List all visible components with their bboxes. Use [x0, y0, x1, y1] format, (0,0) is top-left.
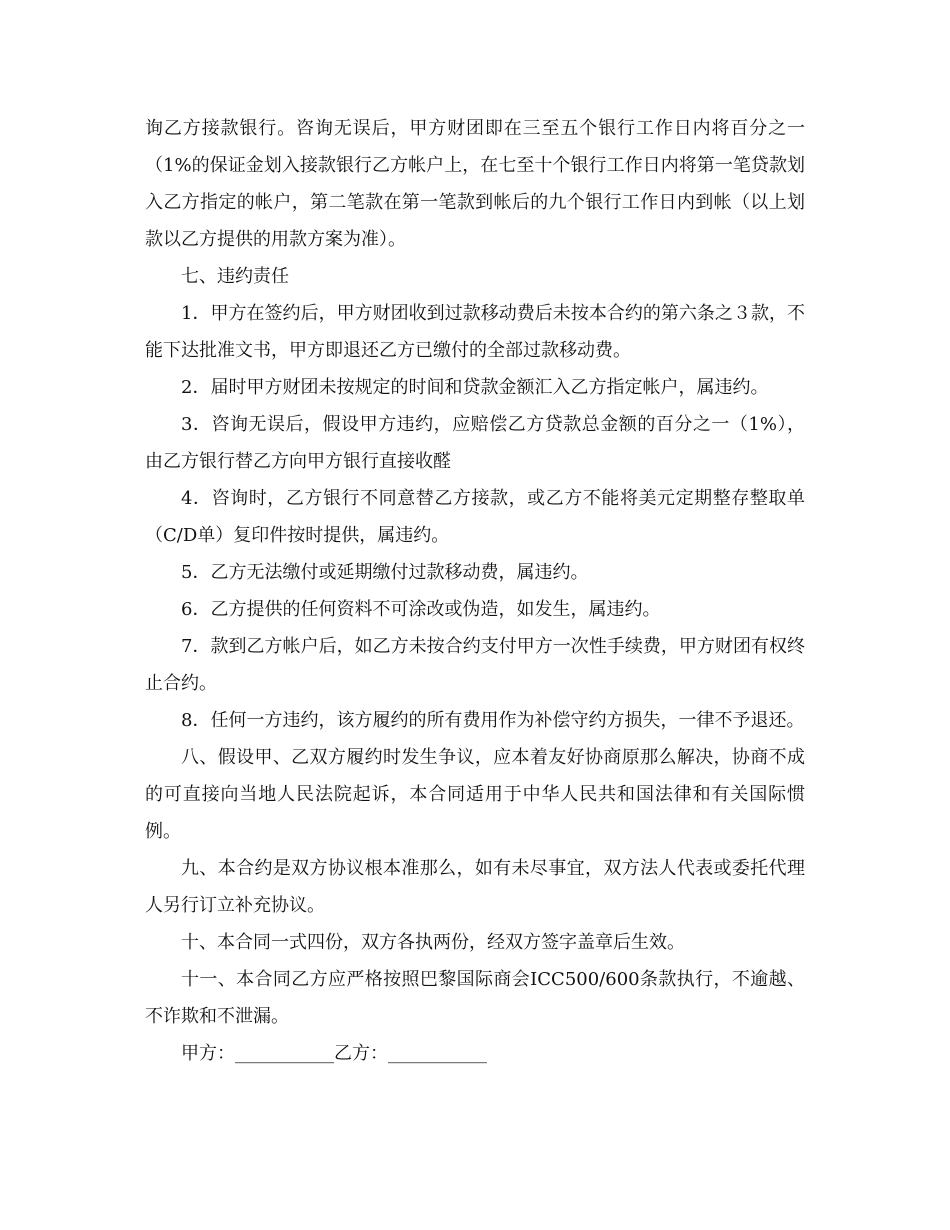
section-supplementary-agreement: 九、本合约是双方协议根本准那么，如有未尽事宜，双方法人代表或委托代理人另行订立补充协议。: [145, 858, 805, 916]
section-heading-breach-liability: 七、违约责任: [181, 266, 289, 287]
section-icc-compliance: 十一、本合同乙方应严格按照巴黎国际商会ICC500/600条款执行，不逾越、不诈欺和不泄漏。: [145, 969, 805, 1027]
section-dispute-resolution: 八、假设甲、乙双方履约时发生争议，应本着友好协商原那么解决，协商不成的可直接向当地人民法院起诉，本合同适用于中华人民共和国法律和有关国际惯例。: [145, 747, 805, 842]
clause-item-6: 6．乙方提供的任何资料不可涂改或伪造，如发生，属违约。: [181, 599, 661, 620]
clause-item-1: 1．甲方在签约后，甲方财团收到过款移动费后未按本合约的第六条之３款，不能下达批准文书，甲方即退还乙方已缴付的全部过款移动费。: [145, 303, 805, 361]
clause-item-4: 4．咨询时，乙方银行不同意替乙方接款，或乙方不能将美元定期整存整取单（C/D单）复印件按时提供，属违约。: [145, 488, 805, 546]
section-copies-and-effect: 十、本合同一式四份，双方各执两份，经双方签字盖章后生效。: [181, 932, 685, 953]
paragraph-continuation: 询乙方接款银行。咨询无误后，甲方财团即在三至五个银行工作日内将百分之一（1%的保证金划入接款银行乙方帐户上，在七至十个银行工作日内将第一笔贷款划入乙方指定的帐户，第二笔款在第一笔款到帐后的九个银行工作日内到帐（以上划款以乙方提供的用款方案为准）。: [145, 118, 805, 250]
signature-line: 甲方：___________乙方：___________: [181, 1043, 487, 1064]
contract-page: [145, 110, 805, 1072]
clause-item-2: 2．届时甲方财团未按规定的时间和贷款金额汇入乙方指定帐户，属违约。: [181, 377, 769, 398]
clause-item-3: 3．咨询无误后，假设甲方违约，应赔偿乙方贷款总金额的百分之一（1%），由乙方银行替乙方向甲方银行直接收醛: [145, 414, 805, 472]
clause-item-8: 8．任何一方违约，该方履约的所有费用作为补偿守约方损失，一律不予退还。: [181, 710, 805, 731]
clause-item-5: 5．乙方无法缴付或延期缴付过款移动费，属违约。: [181, 562, 589, 583]
clause-item-7: 7．款到乙方帐户后，如乙方未按合约支付甲方一次性手续费，甲方财团有权终止合约。: [145, 636, 805, 694]
